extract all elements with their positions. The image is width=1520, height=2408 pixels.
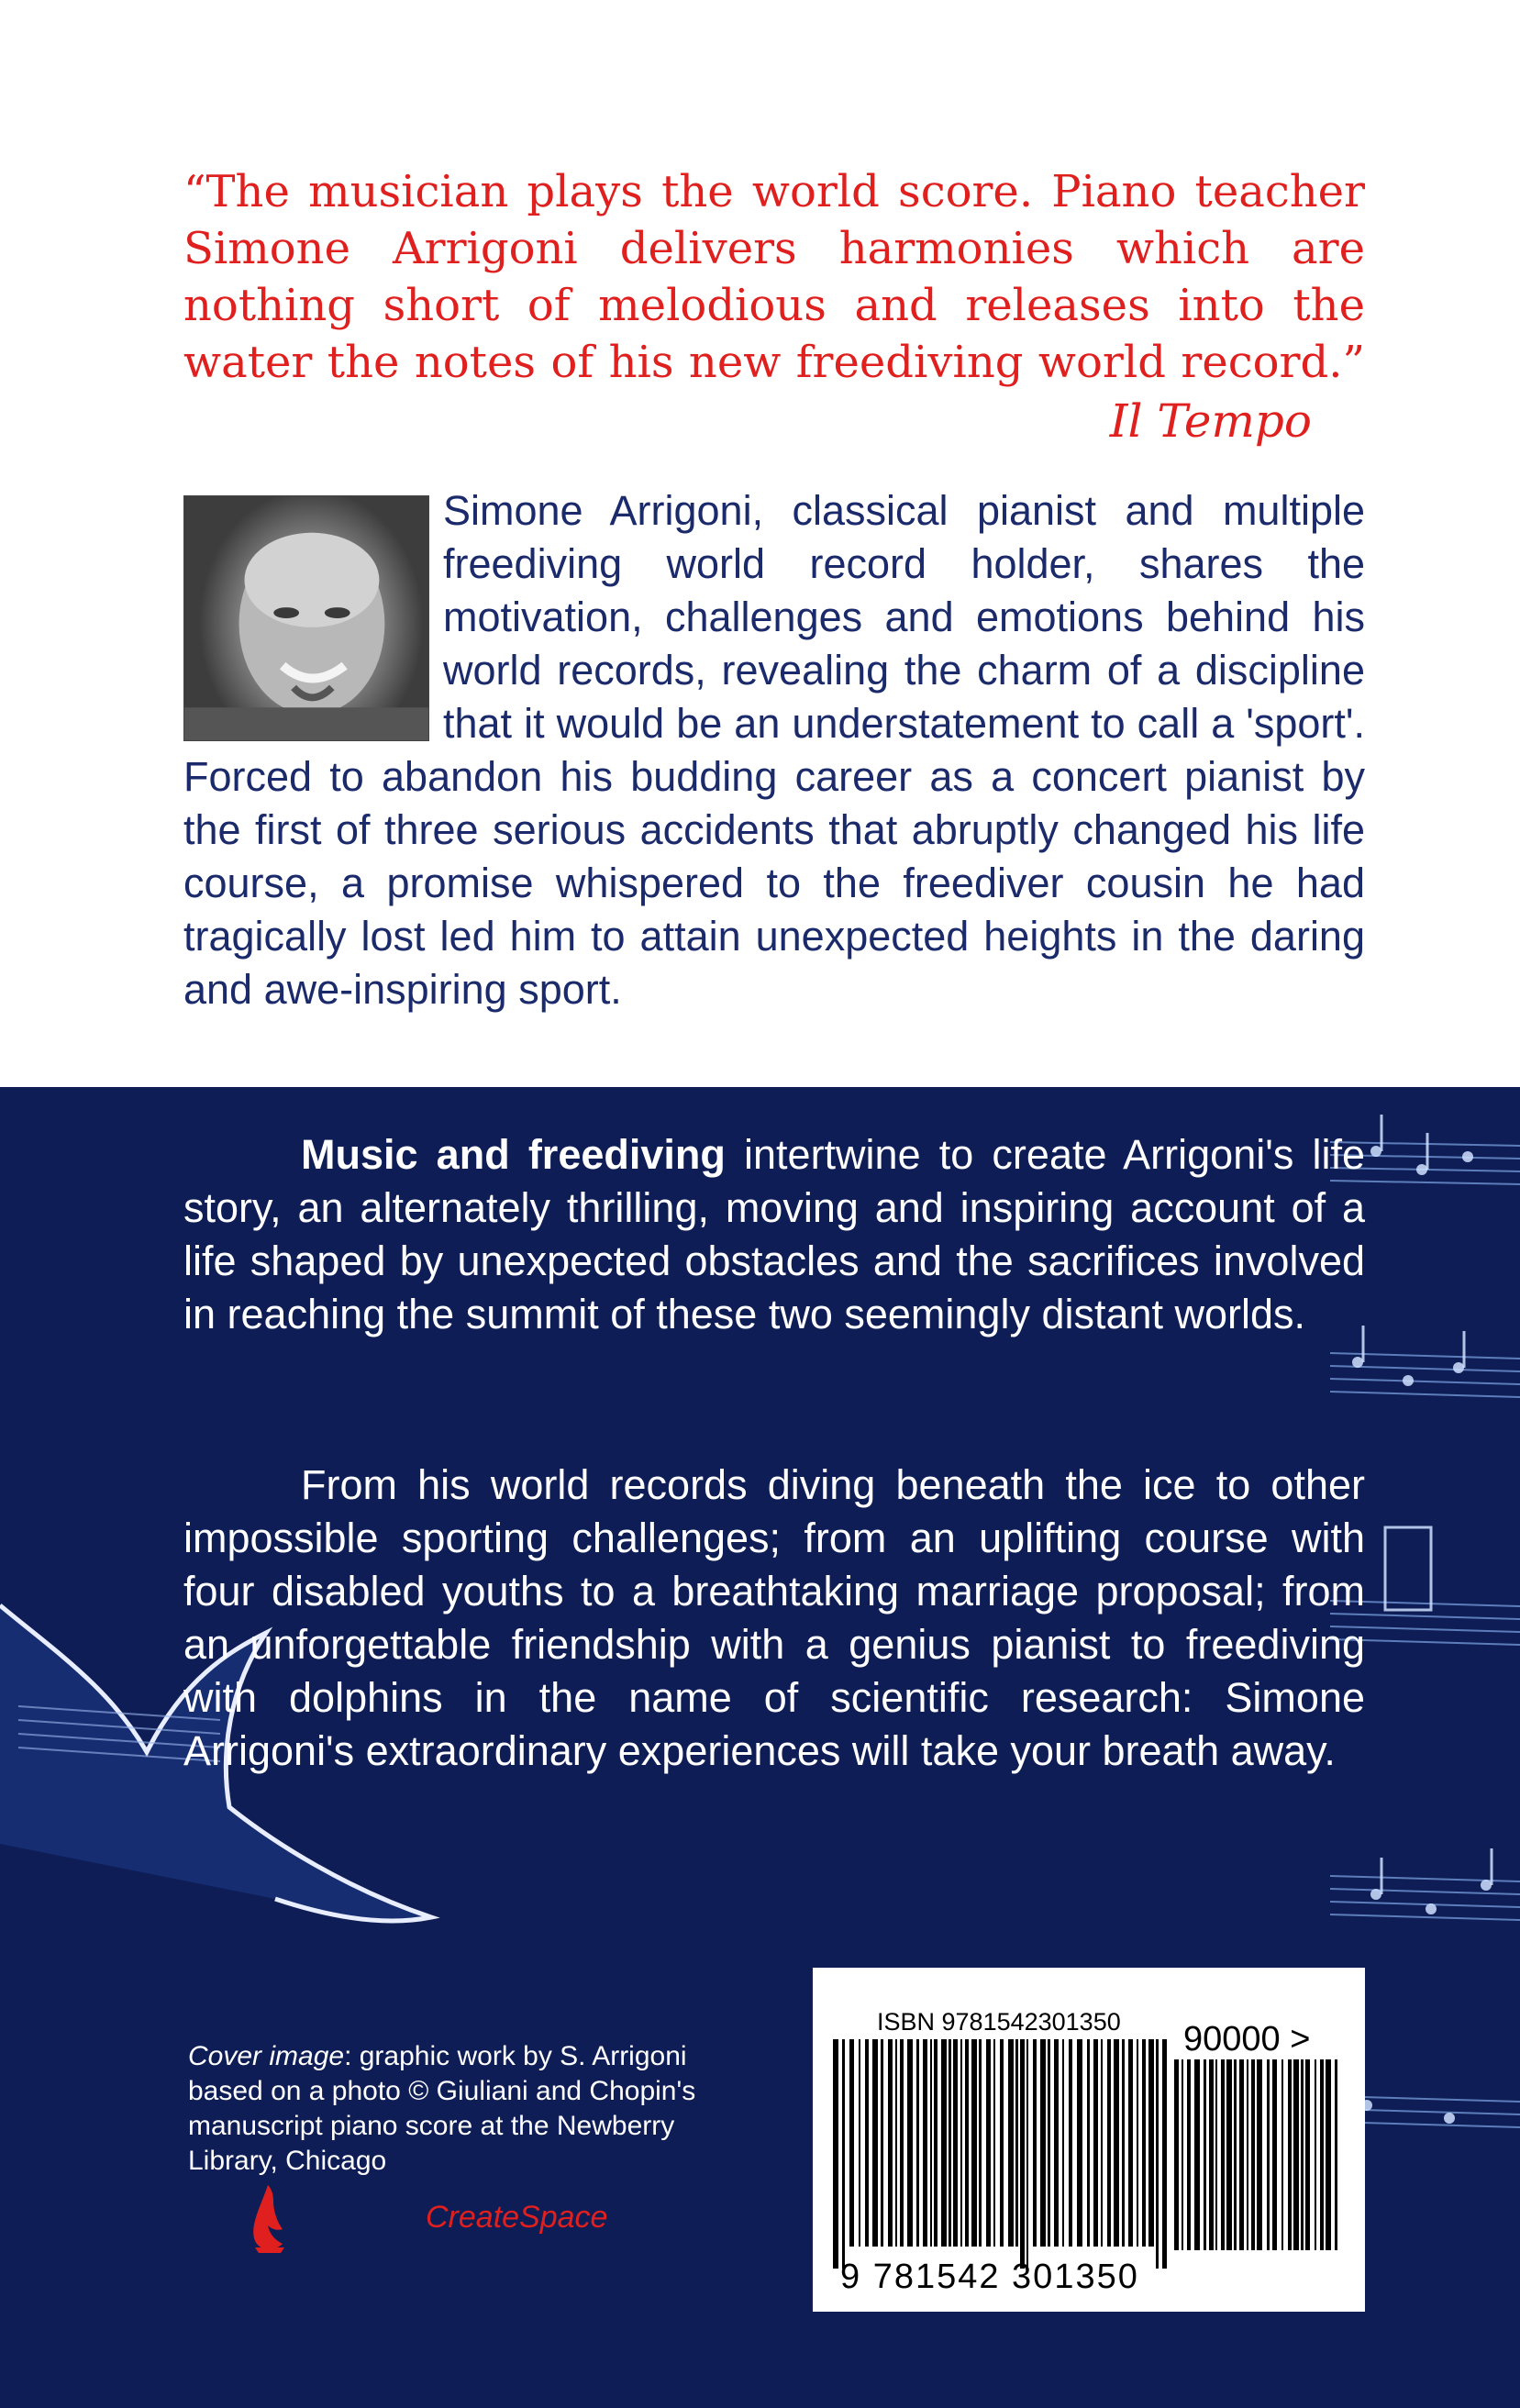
barcode-bar xyxy=(1087,2039,1090,2247)
barcode-bar xyxy=(1288,2059,1292,2250)
barcode-bar xyxy=(1194,2059,1200,2250)
author-bio-text: Simone Arrigoni, classical pianist and multiple freediving world record holder, shares the motivation, challenges and emotions behind his world records, revealing the charm of a discipline that it would be an understatement to call a 'sport'. Forced to abandon his budding career as a concert pianist by the first of three serious accidents that abruptly changed his life course, a promise whispered to the freediver cousin he had tragically lost led him to attain unexpected heights in the daring and awe-inspiring sport. xyxy=(183,487,1365,1013)
barcode-bar xyxy=(1048,2039,1050,2247)
blurb-lead: Music and freediving xyxy=(301,1131,726,1178)
barcode-bar xyxy=(934,2039,938,2247)
barcode-bar xyxy=(1187,2059,1191,2250)
barcode-bar xyxy=(1008,2039,1014,2247)
barcode-bar xyxy=(923,2039,927,2247)
barcode-bar xyxy=(1148,2039,1154,2247)
barcode-bar xyxy=(1215,2059,1217,2250)
publisher-logo-icon xyxy=(248,2183,292,2255)
publisher-name: CreateSpace xyxy=(426,2200,608,2235)
barcode-bar xyxy=(1305,2059,1310,2250)
cover-credits-text: : graphic work by S. Arrigoni based on a photo © Giuliani and Chopin's manuscript piano score at the Newberry Library, Chicago xyxy=(188,2041,696,2176)
barcode-bar xyxy=(1281,2059,1283,2250)
barcode-bar xyxy=(1101,2039,1103,2247)
barcode-bar xyxy=(849,2039,854,2247)
barcode-bars xyxy=(829,2039,1169,2269)
barcode-bar xyxy=(930,2039,932,2247)
blurb-paragraph-2: From his world records diving beneath the ice to other impossible sporting challenges; from an uplifting course with four disabled youths to a breathtaking marriage proposal; from an unforgettable friendship with a genius pianist to freediving with dolphins in the name of scientific research: Simone Arrigoni's extraordinary experiences will take your breath away. xyxy=(183,1461,1365,1774)
barcode-bar xyxy=(1077,2039,1082,2247)
author-bio xyxy=(183,484,1365,1016)
barcode-bar xyxy=(993,2039,995,2247)
barcode-addon-bars xyxy=(1171,2059,1345,2272)
barcode-bar xyxy=(1040,2039,1046,2247)
barcode-bar xyxy=(1293,2059,1299,2250)
barcode-bar xyxy=(1033,2039,1037,2247)
barcode-bar xyxy=(1156,2039,1159,2269)
barcode-bar xyxy=(986,2039,991,2247)
barcode-bar xyxy=(1174,2059,1179,2250)
barcode-price-addon: 90000 > xyxy=(1183,2020,1311,2058)
barcode-bar xyxy=(953,2039,958,2247)
blurb-paragraph-1 xyxy=(183,1128,1365,1341)
barcode-bar xyxy=(1054,2039,1059,2247)
barcode-bar xyxy=(1142,2039,1146,2247)
barcode-bar xyxy=(1251,2059,1255,2250)
barcode-bar xyxy=(1062,2039,1064,2247)
barcode-bar xyxy=(949,2039,951,2247)
barcode-bar xyxy=(1137,2039,1138,2247)
barcode-bar xyxy=(1272,2059,1277,2250)
barcode-bar xyxy=(865,2039,869,2247)
barcode-bar xyxy=(960,2039,962,2247)
barcode-bar xyxy=(1107,2039,1111,2247)
barcode-bar xyxy=(1162,2039,1167,2269)
barcode-bar xyxy=(859,2039,860,2247)
barcode-bar xyxy=(1326,2059,1331,2250)
cover-credits xyxy=(188,2039,702,2179)
isbn-label: ISBN 9781542301350 xyxy=(877,2008,1121,2036)
barcode-bar xyxy=(1026,2039,1028,2269)
barcode-bar xyxy=(895,2039,897,2247)
barcode-bar xyxy=(872,2039,878,2247)
barcode-bar xyxy=(965,2039,969,2247)
barcode-bar xyxy=(971,2039,977,2247)
barcode-bar xyxy=(1257,2059,1262,2250)
barcode-bar xyxy=(1335,2059,1337,2250)
barcode-bar xyxy=(1247,2059,1248,2250)
quote-source: Il Tempo xyxy=(1109,394,1312,448)
barcode-bar xyxy=(1315,2059,1316,2250)
barcode-bar xyxy=(1221,2059,1225,2250)
barcode-bar xyxy=(1204,2059,1206,2250)
barcode-bar xyxy=(907,2039,913,2247)
barcode-bar xyxy=(1114,2039,1119,2247)
barcode-bar xyxy=(1015,2039,1018,2247)
barcode-bar xyxy=(1239,2059,1244,2250)
barcode-bar xyxy=(833,2039,838,2269)
barcode-bar xyxy=(1209,2059,1214,2250)
barcode-bar xyxy=(1069,2039,1072,2247)
barcode-bar xyxy=(881,2039,883,2247)
barcode-bar xyxy=(1226,2059,1232,2250)
barcode-bar xyxy=(1122,2039,1125,2247)
barcode-bar xyxy=(1301,2059,1304,2250)
portrait-spacer xyxy=(183,484,443,750)
barcode-bar xyxy=(842,2039,845,2269)
barcode-bar xyxy=(1182,2059,1183,2250)
barcode-bar xyxy=(1093,2039,1098,2247)
barcode-bar xyxy=(1267,2059,1270,2250)
barcode-bar xyxy=(979,2039,982,2247)
barcode-bar xyxy=(1000,2039,1004,2247)
cover-credits-label: Cover image xyxy=(188,2041,345,2071)
barcode-bar xyxy=(1234,2059,1237,2250)
barcode-bar xyxy=(888,2039,893,2247)
isbn-digits: 9 781542 301350 xyxy=(840,2258,1139,2296)
press-quote: “The musician plays the world score. Piano teacher Simone Arrigoni delivers harmonies which are nothing short of melodious and releases into the water the notes of his new freediving world record.” xyxy=(183,166,1365,388)
isbn-barcode xyxy=(813,1968,1365,2312)
barcode-bar xyxy=(1020,2039,1025,2269)
barcode-bar xyxy=(941,2039,947,2247)
barcode-bar xyxy=(916,2039,919,2247)
barcode-bar xyxy=(1128,2039,1133,2247)
barcode-bar xyxy=(900,2039,904,2247)
barcode-bar xyxy=(1320,2059,1324,2250)
blurb-paragraph-1-text: intertwine to create Arrigoni's life story, an alternately thrilling, moving and inspiring account of a life shaped by unexpected obstacles and the sacrifices involved in reaching the summit of these two seemingly distant worlds. xyxy=(183,1131,1365,1337)
